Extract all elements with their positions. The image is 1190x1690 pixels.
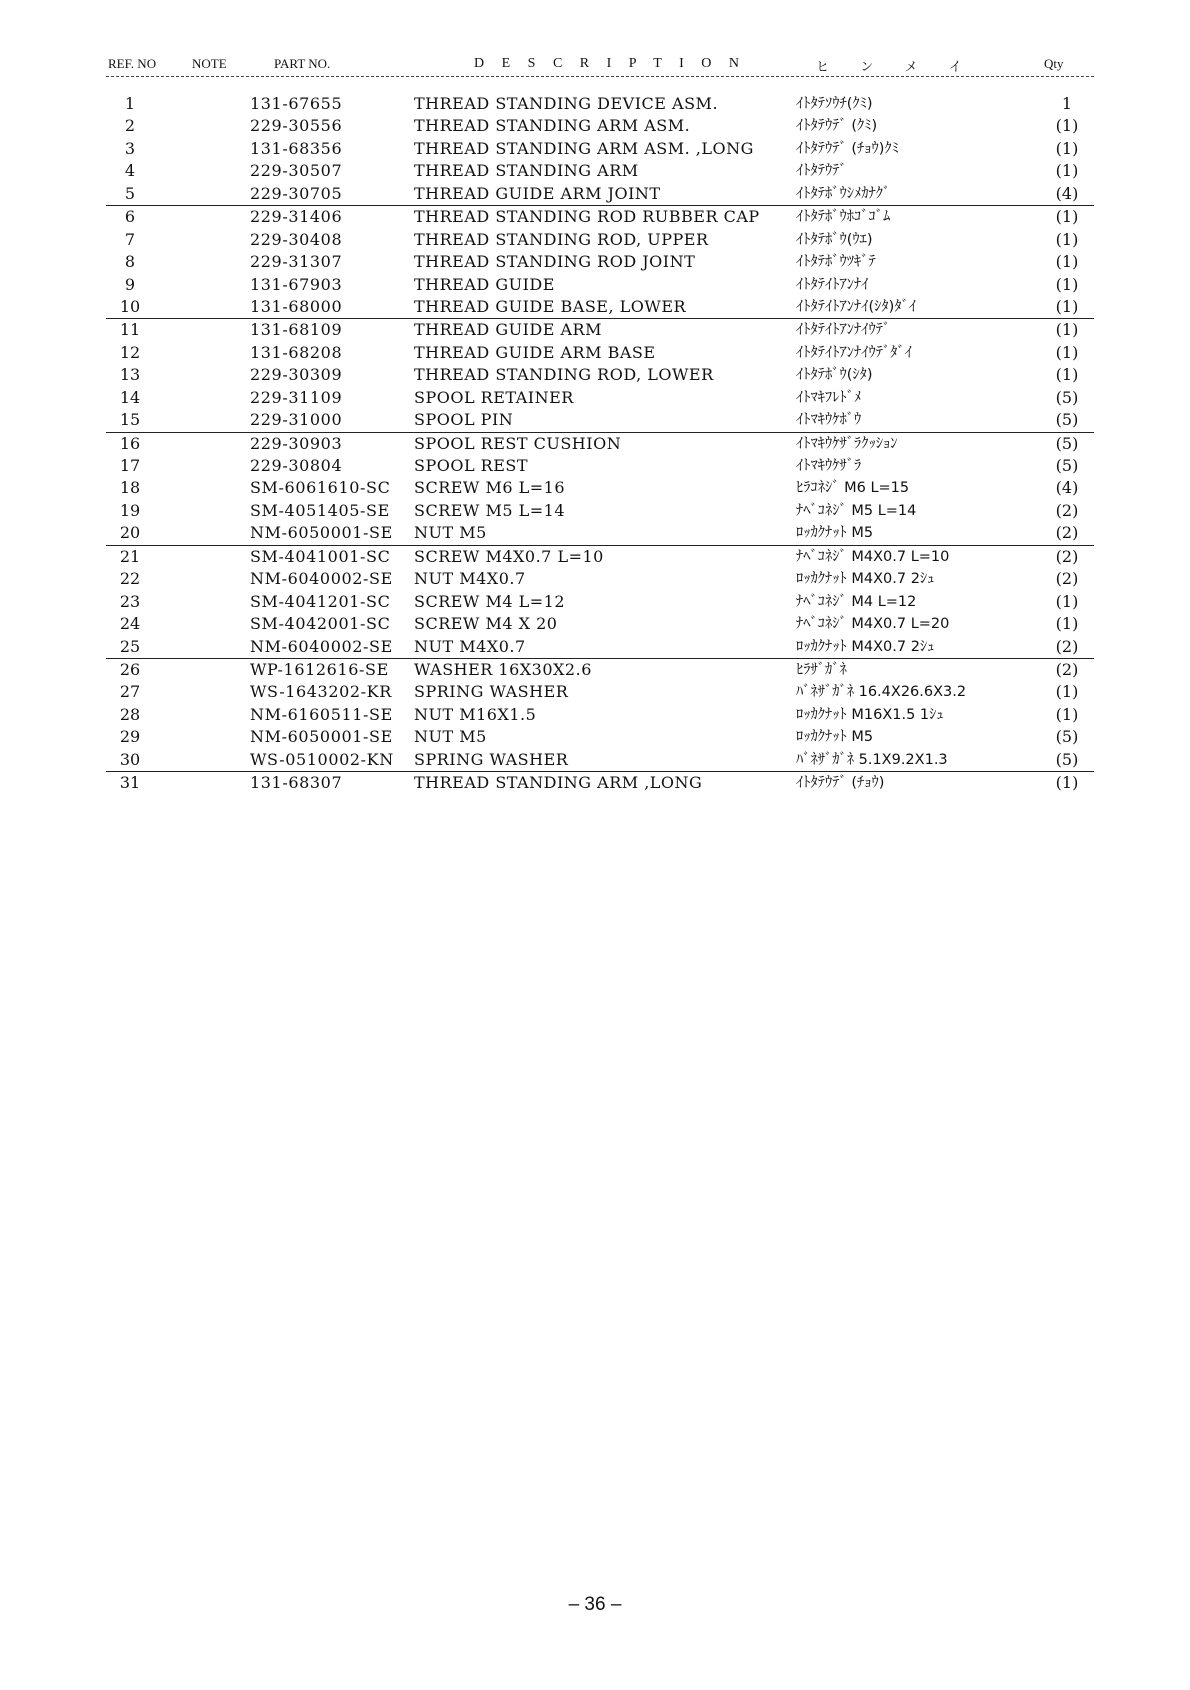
part-no-cell: 229-30903 bbox=[250, 433, 343, 453]
table-row bbox=[106, 771, 1094, 794]
jp-name-cell: ﾅﾍﾞｺﾈｼﾞ M4X0.7 L=20 bbox=[796, 616, 950, 633]
description-cell: THREAD STANDING ARM ASM. ,LONG bbox=[414, 138, 754, 158]
qty-cell: (2) bbox=[1055, 569, 1079, 589]
description-cell: NUT M4X0.7 bbox=[414, 569, 526, 589]
table-row bbox=[106, 432, 1094, 455]
qty-cell: (1) bbox=[1055, 704, 1079, 724]
part-no-cell: 229-30309 bbox=[250, 365, 343, 385]
qty-cell: (2) bbox=[1055, 659, 1079, 679]
part-no-cell: 229-30556 bbox=[250, 116, 343, 136]
table-row bbox=[106, 726, 1094, 748]
part-no-cell: 229-31307 bbox=[250, 252, 343, 272]
jp-name-cell: ｲﾄﾀﾃﾎﾞｳ(ｼﾀ) bbox=[796, 367, 873, 384]
description-cell: THREAD STANDING ARM ,LONG bbox=[414, 773, 703, 793]
ref-no-cell: 12 bbox=[119, 342, 141, 362]
qty-cell: (1) bbox=[1055, 682, 1079, 702]
table-row bbox=[106, 251, 1094, 273]
jp-name-cell: ｲﾄﾀﾃﾎﾞｳ(ｳｴ) bbox=[796, 231, 873, 248]
description-cell: SPOOL PIN bbox=[414, 410, 514, 430]
table-row bbox=[106, 138, 1094, 160]
ref-no-cell: 8 bbox=[124, 252, 136, 272]
jp-name-cell: ｲﾄﾀﾃｳﾃﾞ (ﾁｮｳ)ｸﾐ bbox=[796, 140, 899, 157]
jp-name-cell: ﾛｯｶｸﾅｯﾄ M5 bbox=[796, 729, 874, 746]
description-cell: SCREW M6 L=16 bbox=[414, 478, 565, 498]
description-cell: SCREW M4 L=12 bbox=[414, 591, 565, 611]
qty-cell: (1) bbox=[1055, 116, 1079, 136]
qty-cell: (5) bbox=[1055, 456, 1079, 475]
table-row bbox=[106, 658, 1094, 681]
qty-cell: (1) bbox=[1055, 773, 1079, 793]
part-no-cell: SM-4041201-SC bbox=[250, 591, 391, 611]
table-row bbox=[106, 318, 1094, 341]
jp-name-cell: ｲﾄﾀﾃｲﾄｱﾝﾅｲｳﾃﾞﾀﾞｲ bbox=[796, 344, 912, 361]
table-row bbox=[106, 296, 1094, 318]
table-row bbox=[106, 183, 1094, 205]
part-no-cell: SM-4042001-SC bbox=[250, 614, 391, 634]
jp-name-cell: ﾛｯｶｸﾅｯﾄ M5 bbox=[796, 525, 874, 542]
ref-no-cell: 1 bbox=[124, 94, 136, 113]
part-no-cell: WS-0510002-KN bbox=[250, 749, 394, 769]
jp-name-cell: ｲﾄﾀﾃﾎﾞｳﾂｷﾞﾃ bbox=[796, 254, 876, 271]
ref-no-cell: 3 bbox=[124, 138, 136, 158]
description-cell: THREAD STANDING ROD JOINT bbox=[414, 252, 696, 272]
jp-name-cell: ｲﾄﾀﾃｲﾄｱﾝﾅｲ bbox=[796, 276, 869, 293]
part-no-cell: SM-4051405-SE bbox=[250, 500, 390, 520]
table-row bbox=[106, 749, 1094, 771]
table-row bbox=[106, 387, 1094, 409]
ref-no-cell: 2 bbox=[124, 116, 136, 136]
header-part-no: PART NO. bbox=[274, 56, 331, 71]
qty-cell: (5) bbox=[1055, 387, 1079, 407]
description-cell: SPOOL RETAINER bbox=[414, 387, 574, 407]
part-no-cell: 131-68000 bbox=[250, 296, 343, 316]
part-no-cell: WS-1643202-KR bbox=[250, 682, 392, 702]
part-no-cell: NM-6160511-SE bbox=[250, 704, 393, 724]
table-row bbox=[106, 500, 1094, 522]
ref-no-cell: 15 bbox=[119, 410, 141, 430]
ref-no-cell: 6 bbox=[124, 207, 136, 227]
table-row bbox=[106, 704, 1094, 726]
part-no-cell: 229-31406 bbox=[250, 207, 343, 227]
description-cell: NUT M4X0.7 bbox=[414, 636, 526, 656]
jp-name-cell: ﾛｯｶｸﾅｯﾄ M4X0.7 2ｼｭ bbox=[796, 571, 935, 588]
part-no-cell: SM-6061610-SC bbox=[250, 478, 391, 498]
description-cell: THREAD GUIDE ARM BASE bbox=[414, 342, 656, 362]
ref-no-cell: 16 bbox=[119, 433, 141, 453]
header-jp-name: ヒ ン メ イ bbox=[816, 59, 976, 74]
description-cell: NUT M5 bbox=[414, 523, 487, 543]
ref-no-cell: 28 bbox=[119, 704, 141, 724]
description-cell: WASHER 16X30X2.6 bbox=[414, 659, 592, 679]
qty-cell: (2) bbox=[1055, 546, 1079, 566]
qty-cell: (5) bbox=[1055, 749, 1079, 769]
qty-cell: (1) bbox=[1055, 229, 1079, 249]
jp-name-cell: ﾊﾞﾈｻﾞｶﾞﾈ 16.4X26.6X3.2 bbox=[796, 684, 967, 701]
table-row bbox=[106, 477, 1094, 499]
qty-cell: (1) bbox=[1055, 207, 1079, 227]
ref-no-cell: 10 bbox=[119, 296, 141, 316]
ref-no-cell: 25 bbox=[119, 636, 141, 656]
description-cell: SPOOL REST bbox=[414, 456, 529, 475]
qty-cell: (1) bbox=[1055, 138, 1079, 158]
qty-cell: (1) bbox=[1055, 342, 1079, 362]
description-cell: THREAD STANDING ARM ASM. bbox=[414, 116, 691, 136]
ref-no-cell: 31 bbox=[119, 773, 141, 793]
qty-cell: (1) bbox=[1055, 614, 1079, 634]
part-no-cell: 131-68356 bbox=[250, 138, 343, 158]
jp-name-cell: ﾅﾍﾞｺﾈｼﾞ M4 L=12 bbox=[796, 593, 917, 610]
table-row bbox=[106, 160, 1094, 182]
jp-name-cell: ﾋﾗｻﾞｶﾞﾈ bbox=[796, 661, 847, 678]
header-description: D E S C R I P T I O N bbox=[474, 56, 746, 71]
table-row bbox=[106, 568, 1094, 590]
part-no-cell: NM-6050001-SE bbox=[250, 727, 393, 747]
ref-no-cell: 5 bbox=[124, 183, 136, 203]
description-cell: THREAD GUIDE ARM JOINT bbox=[414, 183, 661, 203]
description-cell: THREAD STANDING ROD RUBBER CAP bbox=[414, 207, 760, 227]
part-no-cell: SM-4041001-SC bbox=[250, 546, 391, 566]
part-no-cell: 229-31109 bbox=[250, 387, 343, 407]
part-no-cell: NM-6050001-SE bbox=[250, 523, 393, 543]
table-row bbox=[106, 342, 1094, 364]
parts-table bbox=[106, 93, 1094, 795]
part-no-cell: 131-67903 bbox=[250, 274, 343, 294]
part-no-cell: 229-31000 bbox=[250, 410, 343, 430]
jp-name-cell: ﾋﾗｺﾈｼﾞ M6 L=15 bbox=[796, 480, 910, 497]
part-no-cell: NM-6040002-SE bbox=[250, 636, 393, 656]
qty-cell: (1) bbox=[1055, 252, 1079, 272]
table-header bbox=[106, 54, 1094, 77]
table-row bbox=[106, 681, 1094, 703]
jp-name-cell: ﾅﾍﾞｺﾈｼﾞ M5 L=14 bbox=[796, 502, 917, 519]
jp-name-cell: ｲﾄﾀﾃｲﾄｱﾝﾅｲｳﾃﾞ bbox=[796, 322, 891, 339]
table-row bbox=[106, 364, 1094, 386]
ref-no-cell: 29 bbox=[119, 727, 141, 747]
table-row bbox=[106, 455, 1094, 477]
ref-no-cell: 26 bbox=[119, 659, 141, 679]
ref-no-cell: 21 bbox=[119, 546, 141, 566]
description-cell: SPRING WASHER bbox=[414, 682, 569, 702]
jp-name-cell: ｲﾄﾀﾃﾎﾞｳﾎｺﾞｺﾞﾑ bbox=[796, 209, 891, 226]
table-row bbox=[106, 613, 1094, 635]
jp-name-cell: ｲﾄﾀﾃﾎﾞｳｼﾒｶﾅｸﾞ bbox=[796, 185, 891, 202]
ref-no-cell: 11 bbox=[119, 320, 141, 340]
qty-cell: (1) bbox=[1055, 591, 1079, 611]
jp-name-cell: ｲﾄﾏｷﾌﾚﾄﾞﾒ bbox=[796, 389, 862, 406]
ref-no-cell: 23 bbox=[119, 591, 141, 611]
qty-cell: (1) bbox=[1055, 274, 1079, 294]
description-cell: THREAD STANDING DEVICE ASM. bbox=[414, 94, 719, 113]
jp-name-cell: ｲﾄﾀﾃｲﾄｱﾝﾅｲ(ｼﾀ)ﾀﾞｲ bbox=[796, 298, 917, 315]
ref-no-cell: 4 bbox=[124, 161, 136, 181]
qty-cell: (4) bbox=[1055, 478, 1079, 498]
qty-cell: (2) bbox=[1055, 500, 1079, 520]
part-no-cell: 131-67655 bbox=[250, 94, 343, 113]
table-row bbox=[106, 522, 1094, 544]
jp-name-cell: ﾛｯｶｸﾅｯﾄ M16X1.5 1ｼｭ bbox=[796, 706, 944, 723]
part-no-cell: 131-68109 bbox=[250, 320, 343, 340]
table-row bbox=[106, 115, 1094, 137]
description-cell: THREAD STANDING ROD, UPPER bbox=[414, 229, 709, 249]
table-row bbox=[106, 409, 1094, 431]
table-row bbox=[106, 93, 1094, 115]
description-cell: THREAD STANDING ROD, LOWER bbox=[414, 365, 714, 385]
description-cell: SCREW M5 L=14 bbox=[414, 500, 565, 520]
part-no-cell: 131-68307 bbox=[250, 773, 343, 793]
description-cell: SCREW M4X0.7 L=10 bbox=[414, 546, 604, 566]
header-qty: Qty bbox=[1044, 56, 1064, 71]
table-row bbox=[106, 205, 1094, 228]
part-no-cell: 229-30507 bbox=[250, 161, 343, 181]
jp-name-cell: ｲﾄﾏｷｳｹｻﾞﾗ bbox=[796, 458, 862, 474]
part-no-cell: WP-1612616-SE bbox=[250, 659, 389, 679]
ref-no-cell: 18 bbox=[119, 478, 141, 498]
qty-cell: (1) bbox=[1055, 161, 1079, 181]
jp-name-cell: ﾅﾍﾞｺﾈｼﾞ M4X0.7 L=10 bbox=[796, 548, 950, 565]
ref-no-cell: 13 bbox=[119, 365, 141, 385]
table-row bbox=[106, 274, 1094, 296]
jp-name-cell: ﾊﾞﾈｻﾞｶﾞﾈ 5.1X9.2X1.3 bbox=[796, 751, 948, 768]
page-number: – 36 – bbox=[568, 1594, 622, 1615]
table-row bbox=[106, 591, 1094, 613]
part-no-cell: 229-30705 bbox=[250, 183, 343, 203]
description-cell: THREAD GUIDE BASE, LOWER bbox=[414, 296, 687, 316]
description-cell: SPOOL REST CUSHION bbox=[414, 433, 622, 453]
description-cell: THREAD STANDING ARM bbox=[414, 161, 639, 181]
ref-no-cell: 9 bbox=[124, 274, 136, 294]
ref-no-cell: 19 bbox=[119, 500, 141, 520]
description-cell: THREAD GUIDE bbox=[414, 274, 555, 294]
qty-cell: (1) bbox=[1055, 296, 1079, 316]
qty-cell: (1) bbox=[1055, 365, 1079, 385]
description-cell: NUT M16X1.5 bbox=[414, 704, 537, 724]
part-no-cell: 131-68208 bbox=[250, 342, 343, 362]
jp-name-cell: ｲﾄﾀﾃｳﾃﾞ (ｸﾐ) bbox=[796, 118, 878, 135]
ref-no-cell: 14 bbox=[119, 387, 141, 407]
qty-cell: (2) bbox=[1055, 523, 1079, 543]
qty-cell: (5) bbox=[1055, 727, 1079, 747]
description-cell: SCREW M4 X 20 bbox=[414, 614, 558, 634]
qty-cell: (5) bbox=[1055, 410, 1079, 430]
qty-cell: (5) bbox=[1055, 433, 1079, 453]
jp-name-cell: ｲﾄﾀﾃｳﾃﾞ bbox=[796, 163, 847, 180]
table-row bbox=[106, 545, 1094, 568]
jp-name-cell: ｲﾄﾀﾃｳﾃﾞ (ﾁｮｳ) bbox=[796, 775, 885, 792]
jp-name-cell: ﾛｯｶｸﾅｯﾄ M4X0.7 2ｼｭ bbox=[796, 638, 935, 655]
part-no-cell: NM-6040002-SE bbox=[250, 569, 393, 589]
description-cell: SPRING WASHER bbox=[414, 749, 569, 769]
table-row bbox=[106, 636, 1094, 658]
part-no-cell: 229-30804 bbox=[250, 456, 343, 475]
qty-cell: 1 bbox=[1061, 94, 1073, 113]
ref-no-cell: 24 bbox=[119, 614, 141, 634]
description-cell: NUT M5 bbox=[414, 727, 487, 747]
part-no-cell: 229-30408 bbox=[250, 229, 343, 249]
jp-name-cell: ｲﾄﾀﾃｿｳﾁ(ｸﾐ) bbox=[796, 96, 873, 112]
qty-cell: (4) bbox=[1055, 183, 1079, 203]
table-row bbox=[106, 229, 1094, 251]
ref-no-cell: 17 bbox=[119, 456, 141, 475]
ref-no-cell: 22 bbox=[119, 569, 141, 589]
qty-cell: (1) bbox=[1055, 320, 1079, 340]
ref-no-cell: 20 bbox=[119, 523, 141, 543]
header-note: NOTE bbox=[192, 56, 227, 71]
ref-no-cell: 27 bbox=[119, 682, 141, 702]
jp-name-cell: ｲﾄﾏｷｳｹｻﾞﾗｸｯｼｮﾝ bbox=[796, 435, 898, 452]
header-ref-no: REF. NO bbox=[108, 56, 157, 71]
description-cell: THREAD GUIDE ARM bbox=[414, 320, 602, 340]
jp-name-cell: ｲﾄﾏｷｳｹﾎﾞｳ bbox=[796, 412, 862, 429]
ref-no-cell: 30 bbox=[119, 749, 141, 769]
ref-no-cell: 7 bbox=[124, 229, 136, 249]
qty-cell: (2) bbox=[1055, 636, 1079, 656]
